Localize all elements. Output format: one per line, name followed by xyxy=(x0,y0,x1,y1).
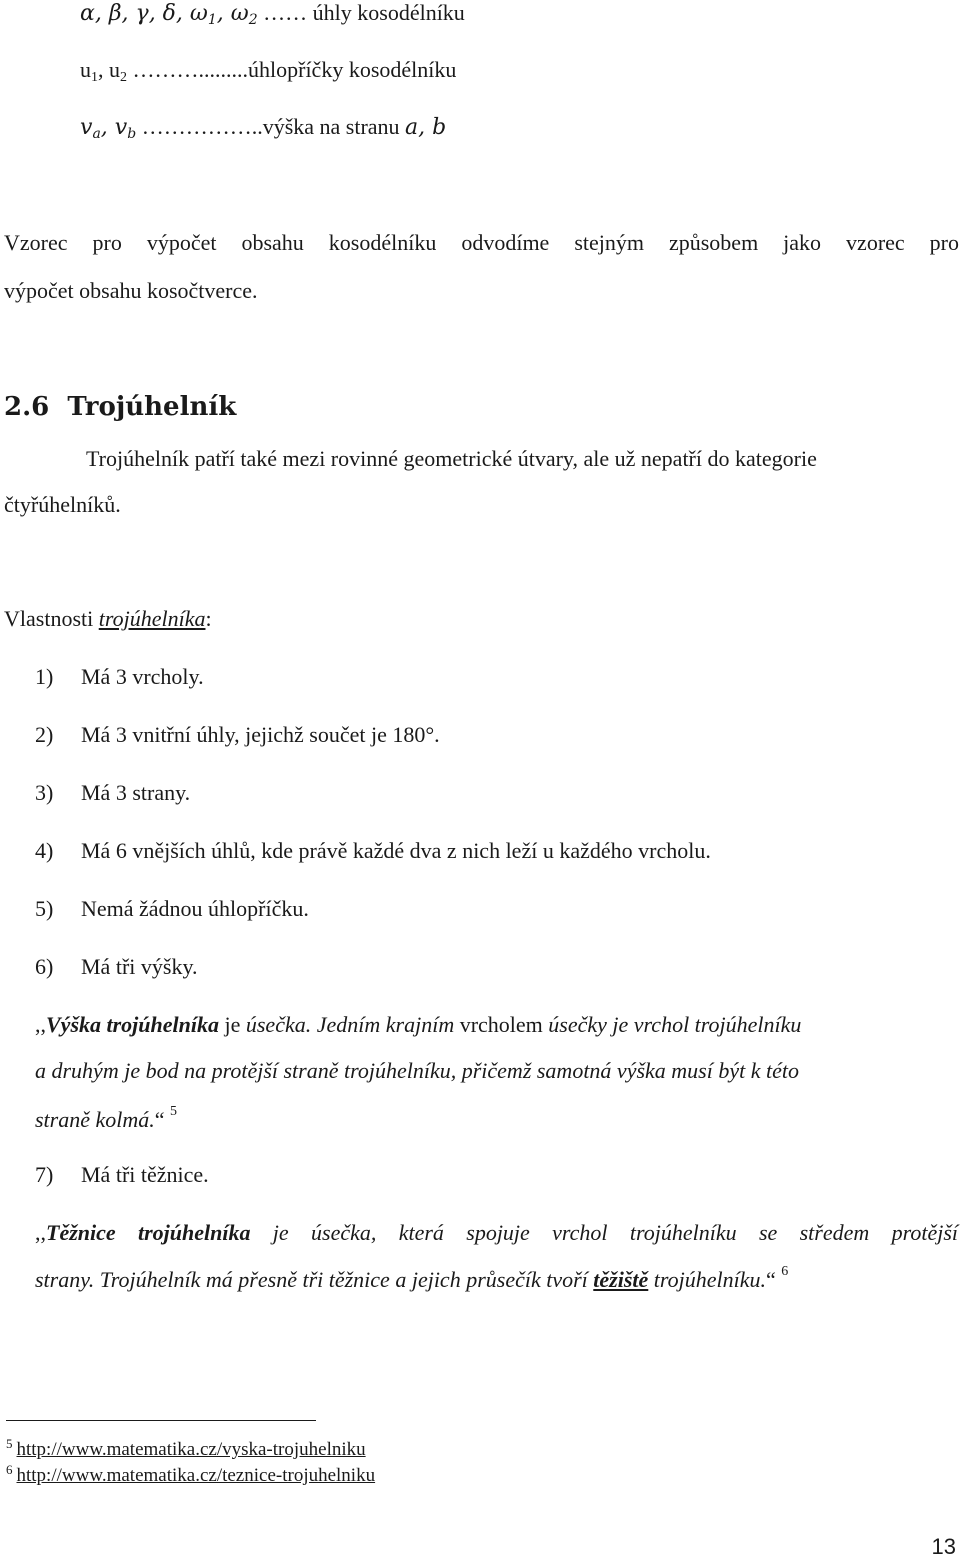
properties-label-text: Vlastnosti xyxy=(4,606,99,631)
height-vars: a, b xyxy=(405,115,447,140)
list-text: Má 6 vnějších úhlů, kde právě každé dva z nich leží u každého vrcholu. xyxy=(81,838,711,863)
list-text: Má tři výšky. xyxy=(81,954,198,979)
list-item xyxy=(35,722,440,748)
list-item xyxy=(35,838,711,864)
section-heading xyxy=(4,392,236,423)
legend-text: výška na stranu xyxy=(262,114,406,139)
list-item xyxy=(35,780,190,806)
list-text: Má 3 strany. xyxy=(81,780,191,805)
median-term: Těžnice trojúhelníka xyxy=(46,1220,251,1245)
page-number: 13 xyxy=(931,1534,956,1559)
quote-close: “ xyxy=(766,1267,776,1292)
footnote-link[interactable]: http://www.matematika.cz/teznice-trojuhelniku xyxy=(16,1465,376,1486)
properties-label-italic: trojúhelníka xyxy=(98,606,206,631)
list-text: Má 3 vrcholy. xyxy=(81,664,204,689)
list-number: 6) xyxy=(35,954,54,979)
height-quote-line3 xyxy=(35,1104,177,1133)
quote-text: vrcholem xyxy=(459,1012,543,1037)
section-number: 2.6 xyxy=(4,392,50,422)
subscript: 1 xyxy=(207,12,217,28)
properties-label xyxy=(4,606,212,632)
area-paragraph-line2: výpočet obsahu kosočtverce. xyxy=(4,278,258,303)
list-number: 7) xyxy=(35,1162,54,1187)
footnote-number: 5 xyxy=(6,1436,13,1451)
legend-angles xyxy=(80,0,465,29)
quote-text: trojúhelníku. xyxy=(648,1267,767,1292)
angle-symbols: α, β, γ, δ, ω xyxy=(80,1,208,26)
list-item xyxy=(35,896,309,922)
legend-text: ……….........úhlopříčky kosodélníku xyxy=(127,57,457,82)
footnote-ref[interactable]: 6 xyxy=(781,1264,789,1279)
area-paragraph-line1: Vzorec pro výpočet obsahu kosodélníku odvodíme stejným způsobem jako vzorec pro xyxy=(4,230,959,255)
leader-dots: …………….. xyxy=(136,114,263,139)
height-term: Výška trojúhelníka xyxy=(46,1012,219,1037)
subscript: a xyxy=(92,126,101,142)
quote-text: straně kolmá. xyxy=(35,1107,155,1132)
subscript: 2 xyxy=(248,12,258,28)
list-number: 4) xyxy=(35,838,54,863)
properties-label-colon: : xyxy=(205,606,212,631)
footnote-separator xyxy=(6,1420,316,1421)
quote-text: úsečka. xyxy=(245,1012,312,1037)
list-number: 5) xyxy=(35,896,54,921)
section-intro-line2: čtyřúhelníků. xyxy=(4,492,121,517)
centroid-term: těžiště xyxy=(593,1267,649,1292)
quote-text: Jedním krajním xyxy=(311,1012,460,1037)
subscript: b xyxy=(127,126,137,142)
footnote-6 xyxy=(6,1462,375,1487)
height-quote-line2: a druhým je bod na protější straně trojúhelníku, přičemž samotná výška musí být k této xyxy=(35,1058,799,1083)
footnote-ref[interactable]: 5 xyxy=(170,1104,178,1119)
leader-dots: …… xyxy=(257,0,313,25)
quote-open: ,, xyxy=(35,1220,46,1245)
quote-open: ,, xyxy=(35,1012,46,1037)
section-title: Trojúhelník xyxy=(67,392,237,422)
list-item xyxy=(35,1162,209,1188)
list-item xyxy=(35,954,198,980)
legend-text: úhly kosodélníku xyxy=(312,0,465,25)
list-item xyxy=(35,664,204,690)
height-separator: , v xyxy=(100,115,128,140)
list-text: Nemá žádnou úhlopříčku. xyxy=(81,896,309,921)
subscript: 2 xyxy=(120,70,127,85)
list-number: 1) xyxy=(35,664,54,689)
quote-text: úsečky je vrchol trojúhelníku xyxy=(542,1012,802,1037)
quote-text: strany. Trojúhelník má přesně tři těžnice a jejich průsečík tvoří xyxy=(35,1267,594,1292)
angle-separator: , ω xyxy=(216,1,249,26)
legend-diagonals xyxy=(80,57,456,87)
footnote-number: 6 xyxy=(6,1462,13,1477)
legend-heights xyxy=(80,114,446,143)
height-symbol: v xyxy=(80,115,93,140)
list-text: Má tři těžnice. xyxy=(81,1162,209,1187)
height-quote-line1 xyxy=(35,1012,801,1038)
section-intro-line1: Trojúhelník patří také mezi rovinné geometrické útvary, ale už nepatří do kategorie xyxy=(86,446,817,471)
footnote-5 xyxy=(6,1436,366,1461)
list-number: 2) xyxy=(35,722,54,747)
diagonal-separator: , u xyxy=(98,57,120,82)
median-quote-line1 xyxy=(35,1220,958,1246)
diagonal-symbol: u xyxy=(80,57,91,82)
list-text: Má 3 vnitřní úhly, jejichž součet je 180°. xyxy=(81,722,440,747)
median-quote-line2 xyxy=(35,1264,788,1293)
quote-text: je úsečka, která spojuje vrchol trojúhelníku se středem protější xyxy=(250,1220,959,1245)
list-number: 3) xyxy=(35,780,54,805)
footnote-link[interactable]: http://www.matematika.cz/vyska-trojuhelniku xyxy=(16,1439,366,1460)
subscript: 1 xyxy=(91,70,98,85)
quote-text: je xyxy=(218,1012,246,1037)
quote-close: “ xyxy=(154,1107,165,1132)
